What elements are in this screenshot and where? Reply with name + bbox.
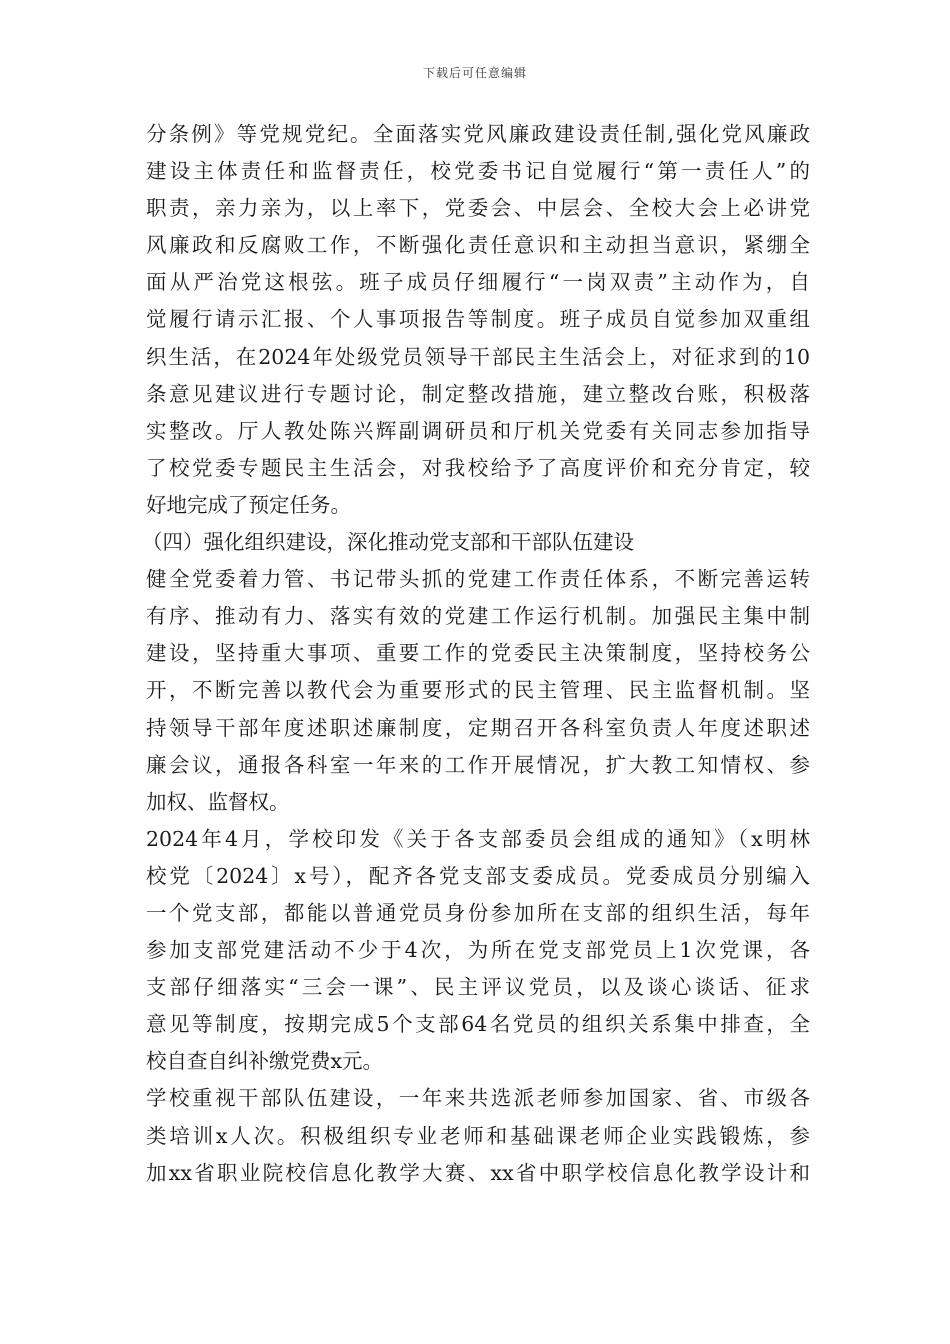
text-line: 风廉政和反腐败工作，不断强化责任意识和主动担当意识，紧绷全 xyxy=(146,233,810,258)
text-line: 开，不断完善以教代会为重要形式的民主管理、民主监督机制。坚 xyxy=(146,678,810,703)
text-line: 实整改。厅人教处陈兴辉副调研员和厅机关党委有关同志参加指导 xyxy=(146,418,810,443)
text-line: 持领导干部年度述职述廉制度，定期召开各科室负责人年度述职述 xyxy=(146,715,810,740)
text-line: 织生活，在2024年处级党员领导干部民主生活会上，对征求到的10 xyxy=(146,344,810,369)
text-line: 支部仔细落实“三会一课”、民主评议党员，以及谈心谈话、征求 xyxy=(146,975,810,1000)
text-line: 一个党支部，都能以普通党员身份参加所在支部的组织生活，每年 xyxy=(146,900,810,925)
heading-line: （四）强化组织建设，深化推动党支部和干部队伍建设 xyxy=(142,530,634,555)
text-line: 意见等制度，按期完成5个支部64名党员的组织关系集中排查，全 xyxy=(146,1012,810,1037)
paragraph xyxy=(146,821,810,1081)
text-line: 好地完成了预定任务。 xyxy=(146,492,351,517)
text-line: 分条例》等党规党纪。全面落实党风廉政建设责任制,强化党风廉政 xyxy=(146,122,810,146)
text-line: 条意见建议进行专题讨论，制定整改措施，建立整改台账，积极落 xyxy=(146,381,810,406)
page-header: 下载后可任意编辑 xyxy=(422,66,527,80)
text-line: 职责，亲力亲为，以上率下，党委会、中层会、全校大会上必讲党 xyxy=(146,196,810,221)
text-line: 建设主体责任和监督责任，校党委书记自觉履行“第一责任人”的 xyxy=(146,159,810,184)
text-line: 学校重视干部队伍建设，一年来共选派老师参加国家、省、市级各 xyxy=(146,1086,810,1111)
paragraph xyxy=(146,561,810,821)
text-line: 加权、监督权。 xyxy=(146,789,290,814)
text-line: 2024年4月，学校印发《关于各支部委员会组成的通知》（x明林 xyxy=(146,826,810,851)
text-line: 了校党委专题民主生活会，对我校给予了高度评价和充分肯定，较 xyxy=(146,455,810,480)
text-line: 校党〔2024〕x号），配齐各党支部支委成员。党委成员分别编入 xyxy=(146,863,810,888)
text-line: 面从严治党这根弦。班子成员仔细履行“一岗双责”主动作为，自 xyxy=(146,270,810,295)
text-line: 类培训x人次。积极组织专业老师和基础课老师企业实践锻炼，参 xyxy=(146,1123,810,1148)
text-line: 参加支部党建活动不少于4次，为所在党支部党员上1次党课，各 xyxy=(146,938,810,963)
text-line: 健全党委着力管、书记带头抓的党建工作责任体系，不断完善运转 xyxy=(146,567,810,592)
section-heading xyxy=(142,524,810,561)
text-line: 觉履行请示汇报、个人事项报告等制度。班子成员自觉参加双重组 xyxy=(146,307,810,332)
text-line: 加xx省职业院校信息化教学大赛、xx省中职学校信息化教学设计和 xyxy=(146,1160,810,1185)
document-body xyxy=(142,116,810,1192)
paragraph xyxy=(146,1080,810,1191)
text-line: 建设，坚持重大事项、重要工作的党委民主决策制度，坚持校务公 xyxy=(146,641,810,666)
paragraph xyxy=(146,116,810,524)
text-line: 有序、推动有力、落实有效的党建工作运行机制。加强民主集中制 xyxy=(146,604,810,629)
text-line: 校自查自纠补缴党费x元。 xyxy=(146,1049,384,1074)
text-line: 廉会议，通报各科室一年来的工作开展情况，扩大教工知情权、参 xyxy=(146,752,810,777)
